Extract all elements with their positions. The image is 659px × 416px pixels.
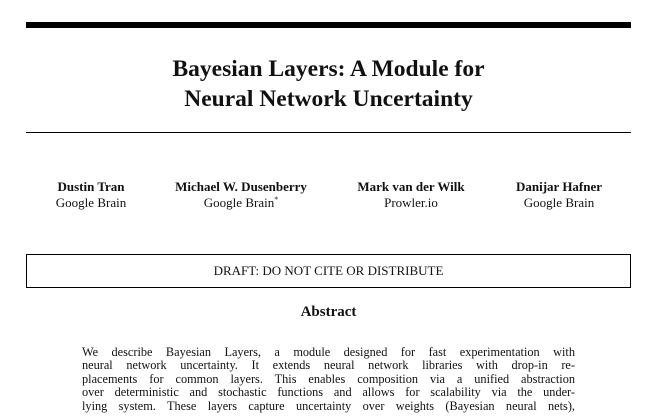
author-name: Michael W. Dusenberry bbox=[175, 179, 307, 194]
author-4 bbox=[500, 179, 618, 211]
abstract-line: lying system. These layers capture uncertainty over weights (Bayesian neural nets), bbox=[82, 398, 575, 413]
author-affiliation bbox=[31, 195, 151, 211]
title-line-2: Neural Network Uncertainty bbox=[184, 86, 473, 112]
affiliation-text: Google Brain bbox=[523, 195, 595, 210]
author-name: Dustin Tran bbox=[57, 179, 125, 194]
author-name: Danijar Hafner bbox=[515, 179, 603, 194]
author-affiliation bbox=[159, 195, 323, 211]
abstract-heading: Abstract bbox=[300, 304, 357, 320]
abstract-line: neural network uncertainty. It extends neural network libraries with drop-in re- bbox=[82, 358, 575, 373]
author-2 bbox=[159, 179, 323, 211]
affiliation-text: Google Brain bbox=[55, 195, 127, 210]
author-1 bbox=[31, 179, 151, 211]
paper-title bbox=[26, 54, 631, 114]
affiliation-text: Prowler.io bbox=[384, 195, 438, 210]
title-rule bbox=[26, 132, 631, 133]
affiliation-text: Google Brain bbox=[203, 195, 275, 210]
author-3 bbox=[344, 179, 478, 211]
abstract-line: placements for common layers. This enables composition via a unified abstraction bbox=[82, 371, 575, 386]
footnote-mark: * bbox=[274, 195, 279, 204]
author-name: Mark van der Wilk bbox=[357, 179, 465, 194]
title-line-1: Bayesian Layers: A Module for bbox=[172, 56, 485, 82]
author-block bbox=[26, 179, 631, 215]
author-affiliation bbox=[500, 195, 618, 211]
abstract-line: We describe Bayesian Layers, a module designed for fast experimentation with bbox=[82, 345, 575, 359]
abstract-line: over deterministic and stochastic functions and allows for scalability via the under- bbox=[82, 385, 575, 400]
top-rule bbox=[26, 22, 631, 28]
draft-notice: DRAFT: DO NOT CITE OR DISTRIBUTE bbox=[213, 263, 444, 278]
author-affiliation bbox=[344, 195, 478, 211]
abstract-body bbox=[82, 346, 575, 413]
draft-notice-box bbox=[26, 254, 631, 288]
